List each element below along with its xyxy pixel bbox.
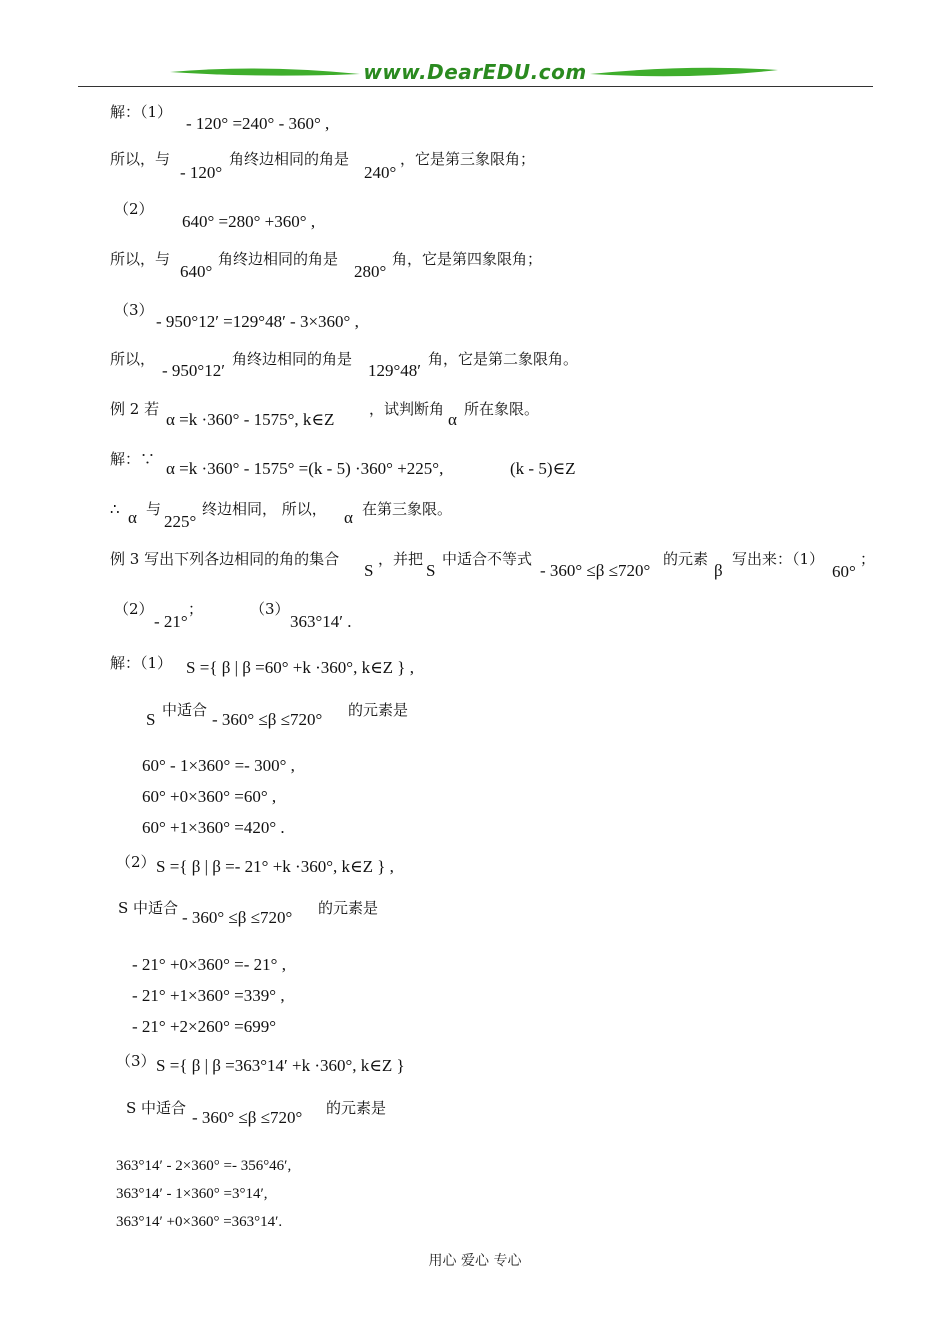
text: 中适合不等式 bbox=[442, 550, 533, 568]
math: 60° bbox=[832, 562, 856, 581]
result-line: 60° +0×360° =60° , bbox=[142, 787, 277, 806]
text: 的元素是 bbox=[348, 701, 409, 719]
result-line: - 21° +1×360° =339° , bbox=[132, 986, 285, 1005]
equation: - 120° =240° - 360° , bbox=[186, 114, 330, 133]
result-line: - 21° +2×260° =699° bbox=[132, 1017, 277, 1036]
solution-label: 解：（1） bbox=[110, 654, 173, 672]
text: 的元素是 bbox=[326, 1099, 387, 1117]
part-label: （3） bbox=[114, 301, 154, 319]
math: α bbox=[344, 508, 353, 527]
part-label: （3） bbox=[116, 1052, 156, 1070]
text: ，它是第三象限角； bbox=[400, 150, 536, 168]
math: 225° bbox=[164, 512, 197, 531]
text: 终边相同， 所以， bbox=[202, 500, 327, 518]
math: (k - 5)∈Z bbox=[510, 459, 576, 478]
math: - 950°12′ bbox=[162, 361, 225, 380]
math: - 360° ≤β ≤720° bbox=[192, 1108, 303, 1127]
example-3-label: 例 3 写出下列各边相同的角的集合 bbox=[110, 550, 340, 568]
text: 的元素 bbox=[663, 550, 709, 568]
set-definition: S ={ β | β =- 21° +k ·360°, k∈Z } , bbox=[156, 857, 394, 876]
math: α bbox=[448, 410, 457, 429]
set-definition: S ={ β | β =60° +k ·360°, k∈Z } , bbox=[186, 658, 414, 677]
result-line: 363°14′ - 1×360° =3°14′, bbox=[116, 1186, 268, 1202]
text: 解：∵ bbox=[110, 450, 156, 468]
text: 角终边相同的角是 bbox=[232, 350, 353, 368]
part-label: （3） bbox=[250, 600, 290, 618]
math: - 120° bbox=[180, 163, 223, 182]
math: 280° bbox=[354, 262, 387, 281]
text: 角终边相同的角是 bbox=[218, 250, 339, 268]
result-line: 60° - 1×360° =- 300° , bbox=[142, 756, 295, 775]
math: - 21° bbox=[154, 612, 188, 631]
result-line: 363°14′ - 2×360° =- 356°46′, bbox=[116, 1158, 292, 1174]
math: 240° bbox=[364, 163, 397, 182]
result-line: 363°14′ +0×360° =363°14′. bbox=[116, 1214, 283, 1230]
site-logo-text: www.DearEDU.com bbox=[363, 60, 587, 84]
text: 的元素是 bbox=[318, 899, 379, 917]
header-rule bbox=[78, 86, 873, 87]
solution-label: 解：（1） bbox=[110, 103, 173, 121]
math: S bbox=[364, 561, 374, 580]
math: α =k ·360° - 1575°, k∈Z bbox=[166, 410, 335, 429]
math: 363°14′ . bbox=[290, 612, 352, 631]
result-line: - 21° +0×360° =- 21° , bbox=[132, 955, 286, 974]
part-label: （2） bbox=[116, 853, 156, 871]
text: S 中适合 bbox=[118, 899, 179, 917]
text: 与 bbox=[146, 500, 162, 518]
text: 在第三象限。 bbox=[362, 500, 453, 518]
text: ； bbox=[188, 600, 204, 618]
text: 所以， bbox=[110, 350, 156, 368]
math: - 360° ≤β ≤720° bbox=[540, 561, 651, 580]
text: 所以，与 bbox=[110, 150, 171, 168]
math: β bbox=[714, 561, 723, 580]
text: 角终边相同的角是 bbox=[229, 150, 350, 168]
math: S bbox=[146, 710, 156, 729]
text: ，试判断角 bbox=[369, 400, 445, 418]
text: S 中适合 bbox=[126, 1099, 187, 1117]
page-header bbox=[0, 0, 950, 100]
part-label: （2） bbox=[114, 600, 154, 618]
math: S bbox=[426, 561, 436, 580]
math: 129°48′ bbox=[368, 361, 422, 380]
text: 所以，与 bbox=[110, 250, 171, 268]
text: ； bbox=[860, 550, 876, 568]
equation: 640° =280° +360° , bbox=[182, 212, 316, 231]
therefore-symbol: ∴ bbox=[110, 500, 120, 518]
part-label: （2） bbox=[114, 200, 154, 218]
math: α bbox=[128, 508, 137, 527]
header-swoosh-decoration bbox=[0, 0, 950, 100]
math: - 360° ≤β ≤720° bbox=[182, 908, 293, 927]
equation: α =k ·360° - 1575° =(k - 5) ·360° +225°, bbox=[166, 459, 444, 478]
text: 所在象限。 bbox=[464, 400, 540, 418]
math: 640° bbox=[180, 262, 213, 281]
page-footer: 用心 爱心 专心 bbox=[428, 1253, 522, 1269]
result-line: 60° +1×360° =420° . bbox=[142, 818, 285, 837]
example-2-label: 例 2 若 bbox=[110, 400, 160, 418]
text: 写出来：（1） bbox=[732, 550, 825, 568]
equation: - 950°12′ =129°48′ - 3×360° , bbox=[156, 312, 359, 331]
set-definition: S ={ β | β =363°14′ +k ·360°, k∈Z } bbox=[156, 1056, 405, 1075]
math: - 360° ≤β ≤720° bbox=[212, 710, 323, 729]
text: ，并把 bbox=[378, 550, 424, 568]
text: 角，它是第二象限角。 bbox=[428, 350, 579, 368]
text: 角，它是第四象限角； bbox=[392, 250, 543, 268]
text: 中适合 bbox=[162, 701, 208, 719]
